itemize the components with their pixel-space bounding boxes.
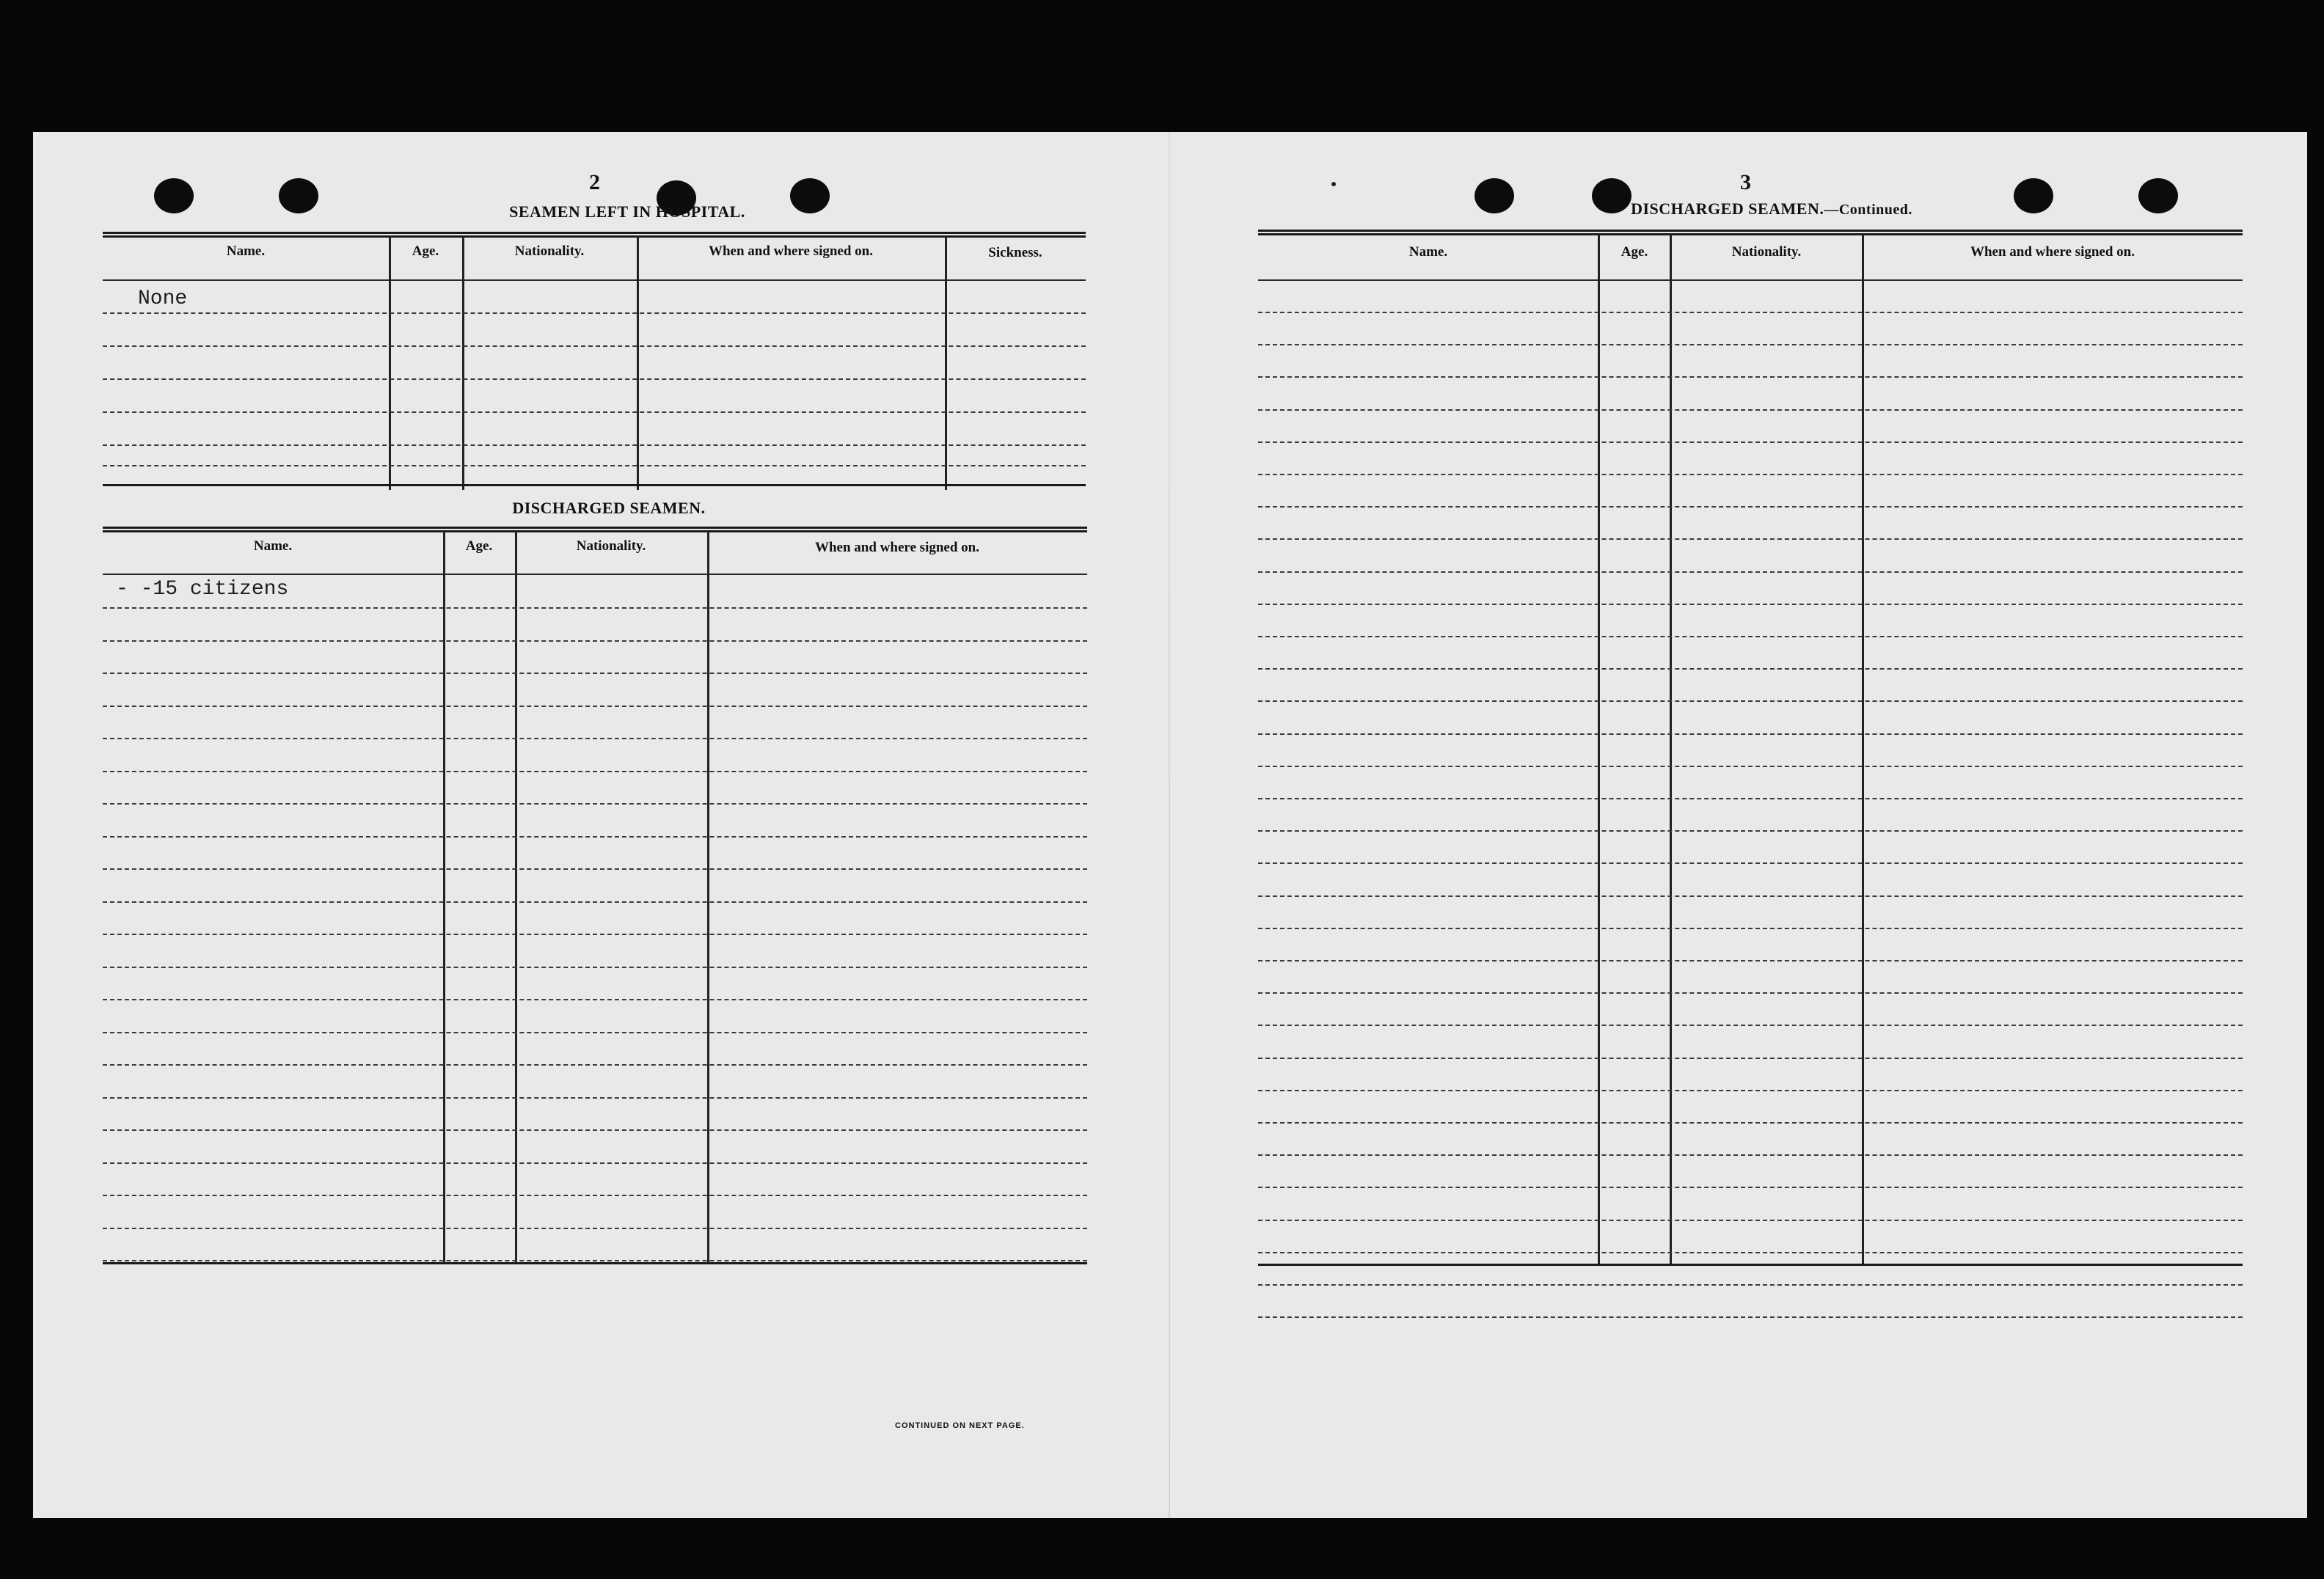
header-rule xyxy=(103,279,1086,281)
header-rule xyxy=(1258,279,2243,281)
hospital-section-title: SEAMEN LEFT IN HOSPITAL. xyxy=(509,202,745,221)
table-row-line xyxy=(1258,1025,2243,1026)
table-row-line xyxy=(103,378,1086,380)
punch-hole xyxy=(2138,178,2178,213)
punch-hole xyxy=(2014,178,2053,213)
column-header-name: Name. xyxy=(253,538,293,554)
table-row-line xyxy=(1258,668,2243,670)
discharged-continued-title xyxy=(1566,199,1977,219)
table-row-line xyxy=(103,803,1087,805)
title-text: DISCHARGED SEAMEN. xyxy=(1631,199,1824,218)
table-row-line xyxy=(1258,830,2243,832)
table-row-line xyxy=(1258,928,2243,929)
left-page xyxy=(33,132,1170,1518)
table-row-line xyxy=(103,640,1087,642)
hospital-entry-name: None xyxy=(138,287,188,310)
table-row-line xyxy=(1258,1090,2243,1091)
table-row-line xyxy=(1258,604,2243,605)
table-row-line xyxy=(1258,1284,2243,1286)
column-divider xyxy=(389,236,391,490)
table-row-line xyxy=(1258,895,2243,897)
header-rule xyxy=(103,574,1087,575)
column-header-nationality: Nationality. xyxy=(576,538,646,554)
table-row-line xyxy=(1258,571,2243,573)
table-top-rule xyxy=(103,527,1087,532)
column-divider xyxy=(462,236,464,490)
table-row-line xyxy=(1258,344,2243,345)
table-row-line xyxy=(103,444,1086,446)
table-row-line xyxy=(1258,312,2243,313)
discharged-table-right xyxy=(1258,230,2243,1270)
hospital-table xyxy=(103,232,1086,493)
right-page xyxy=(1170,132,2307,1518)
table-row-line xyxy=(1258,798,2243,799)
table-row-line xyxy=(1258,409,2243,411)
table-row-line xyxy=(1258,992,2243,994)
column-header-name: Name. xyxy=(226,243,266,259)
column-header-name: Name. xyxy=(1408,244,1448,260)
table-row-line xyxy=(103,999,1087,1000)
column-header-nationality: Nationality. xyxy=(514,243,585,259)
table-row-line xyxy=(1258,1058,2243,1059)
column-divider xyxy=(945,236,947,490)
table-row-line xyxy=(103,411,1086,413)
page-number: 3 xyxy=(1740,170,1751,194)
table-row-line xyxy=(103,465,1086,466)
table-top-rule xyxy=(1258,230,2243,235)
table-row-line xyxy=(1258,1122,2243,1124)
column-header-signed-on: When and where signed on. xyxy=(814,540,979,555)
table-row-line xyxy=(1258,766,2243,767)
table-row-line xyxy=(103,1162,1087,1164)
table-row-line xyxy=(1258,1220,2243,1221)
table-row-line xyxy=(103,673,1087,674)
table-row-line xyxy=(1258,636,2243,637)
table-bottom-rule xyxy=(103,1262,1087,1264)
table-row-line xyxy=(103,836,1087,838)
column-divider xyxy=(1670,234,1672,1264)
ink-speck xyxy=(1331,182,1336,186)
punch-hole xyxy=(1475,178,1514,213)
column-divider xyxy=(637,236,639,490)
form-sheet xyxy=(33,132,2307,1518)
table-row-line xyxy=(1258,1154,2243,1156)
table-row-line xyxy=(103,934,1087,935)
table-row-line xyxy=(1258,1187,2243,1188)
table-row-line xyxy=(103,1260,1087,1261)
table-row-line xyxy=(1258,700,2243,702)
table-row-line xyxy=(103,1129,1087,1131)
table-row-line xyxy=(103,1228,1087,1229)
table-row-line xyxy=(1258,862,2243,864)
title-suffix: —Continued. xyxy=(1824,202,1912,218)
table-row-line xyxy=(103,1097,1087,1099)
table-row-line xyxy=(1258,442,2243,443)
punch-hole xyxy=(790,178,830,213)
table-row-line xyxy=(103,868,1087,870)
column-header-nationality: Nationality. xyxy=(1731,244,1802,260)
table-row-line xyxy=(1258,960,2243,961)
column-header-age: Age. xyxy=(465,538,493,554)
table-bottom-rule xyxy=(1258,1264,2243,1266)
table-row-line xyxy=(103,1195,1087,1196)
table-row-line xyxy=(103,967,1087,968)
discharged-table-left xyxy=(103,527,1087,1269)
column-header-age: Age. xyxy=(1620,244,1648,260)
discharged-entry-name xyxy=(116,578,288,601)
discharged-section-title: DISCHARGED SEAMEN. xyxy=(512,499,706,517)
punch-hole xyxy=(279,178,318,213)
table-row-line xyxy=(103,738,1087,739)
section-rule xyxy=(103,484,1086,486)
table-row-line xyxy=(103,771,1087,772)
table-row-line xyxy=(1258,376,2243,378)
table-row-line xyxy=(103,1064,1087,1066)
table-row-line xyxy=(1258,506,2243,508)
entry-text: 15 citizens xyxy=(153,578,289,601)
table-row-line xyxy=(103,312,1086,314)
continued-footer: CONTINUED ON NEXT PAGE. xyxy=(895,1421,1025,1430)
column-header-age: Age. xyxy=(412,243,439,259)
table-row-line xyxy=(1258,733,2243,735)
table-row-line xyxy=(1258,474,2243,475)
table-row-line xyxy=(103,1032,1087,1033)
page-number: 2 xyxy=(589,170,600,194)
table-row-line xyxy=(103,345,1086,347)
table-row-line xyxy=(1258,1316,2243,1318)
table-row-line xyxy=(1258,538,2243,540)
column-header-signed-on: When and where signed on. xyxy=(708,243,873,259)
column-header-sickness: Sickness. xyxy=(988,245,1042,260)
table-top-rule xyxy=(103,232,1086,238)
punch-hole xyxy=(154,178,194,213)
column-divider xyxy=(1862,234,1864,1264)
table-row-line xyxy=(103,607,1087,609)
entry-dash-mark: - - xyxy=(116,578,153,601)
column-divider xyxy=(1598,234,1600,1264)
column-header-signed-on: When and where signed on. xyxy=(1970,244,2135,260)
table-row-line xyxy=(103,901,1087,903)
table-row-line xyxy=(103,706,1087,707)
table-row-line xyxy=(1258,1252,2243,1253)
